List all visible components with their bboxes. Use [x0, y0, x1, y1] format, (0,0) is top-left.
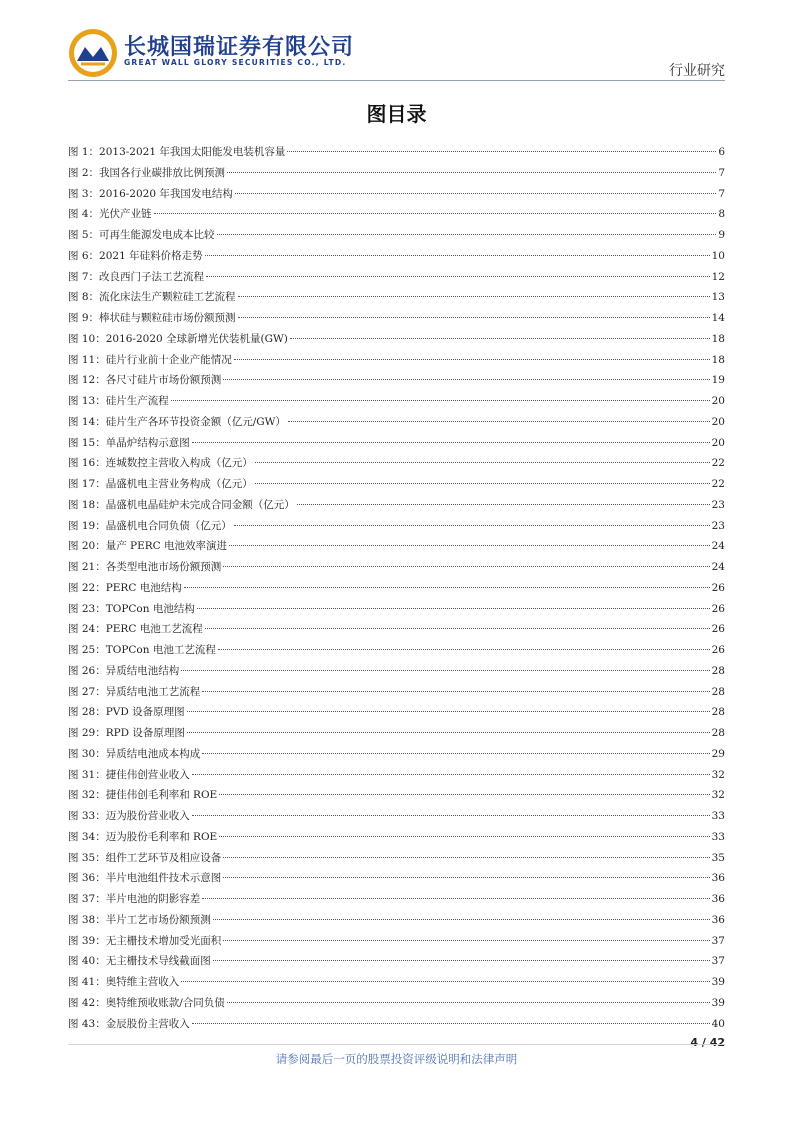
toc-dot-leader [197, 608, 710, 609]
toc-figure-label: 图 7 [68, 270, 89, 283]
toc-separator: ： [95, 685, 106, 698]
toc-figure-label: 图 22 [68, 581, 96, 594]
toc-figure-label: 图 43 [68, 1017, 96, 1030]
toc-dot-leader [223, 379, 709, 380]
toc-page-number: 7 [718, 166, 725, 179]
toc-separator: ： [95, 623, 106, 636]
toc-entry[interactable] [68, 1014, 725, 1035]
toc-figure-title: PVD 设备原理图 [105, 706, 185, 719]
toc-figure-title: 无主栅技术导线截面图 [105, 955, 211, 968]
toc-figure-label: 图 2 [68, 166, 89, 179]
toc-page-number: 23 [711, 498, 725, 511]
toc-separator: ： [88, 312, 100, 324]
toc-figure-title: 棒状硅与颗粒硅市场份额预测 [99, 312, 236, 324]
toc-page-number: 32 [711, 768, 725, 781]
toc-figure-title: 金辰股份主营收入 [105, 1017, 190, 1030]
toc-dot-leader [184, 587, 710, 588]
toc-dot-leader [181, 670, 709, 671]
toc-entry[interactable] [68, 391, 725, 412]
toc-figure-label: 图 20 [68, 540, 96, 553]
toc-figure-title: 硅片生产流程 [105, 395, 169, 407]
toc-separator: ： [95, 789, 106, 802]
toc-entry[interactable] [68, 246, 725, 267]
page-title: 图目录 [366, 102, 427, 126]
toc-entry[interactable] [68, 765, 725, 786]
toc-figure-title: 流化床法生产颗粒硅工艺流程 [99, 291, 236, 304]
toc-page-number: 28 [711, 706, 725, 719]
toc-figure-label: 图 27 [68, 685, 96, 698]
toc-dot-leader [227, 172, 716, 173]
toc-separator: ： [95, 478, 106, 490]
toc-figure-label: 图 34 [68, 830, 96, 843]
toc-figure-title: 单晶炉结构示意图 [105, 436, 190, 449]
toc-figure-label: 图 37 [68, 893, 96, 905]
toc-entry[interactable] [68, 287, 725, 308]
toc-figure-title: 捷佳伟创营业收入 [105, 768, 190, 781]
toc-separator: ： [95, 498, 106, 511]
toc-dot-leader [288, 421, 710, 422]
toc-page-number: 24 [711, 561, 725, 573]
toc-separator: ： [95, 955, 106, 968]
toc-separator: ： [95, 810, 106, 822]
toc-dot-leader [290, 338, 710, 339]
toc-figure-label: 图 23 [68, 602, 96, 615]
toc-dot-leader [202, 753, 709, 754]
header-divider [68, 80, 725, 81]
toc-entry[interactable] [68, 972, 725, 993]
toc-entry[interactable] [68, 868, 725, 889]
toc-figure-label: 图 14 [68, 415, 96, 428]
toc-figure-label: 图 28 [68, 706, 96, 719]
toc-separator: ： [88, 208, 100, 221]
toc-page-number: 12 [711, 270, 725, 283]
toc-dot-leader [238, 317, 710, 318]
toc-entry[interactable] [68, 557, 725, 578]
toc-figure-label: 图 38 [68, 913, 96, 926]
toc-figure-label: 图 15 [68, 436, 96, 449]
company-logo-icon [68, 28, 118, 78]
toc-figure-title: 可再生能源发电成本比较 [99, 229, 215, 241]
toc-figure-title: 异质结电池工艺流程 [105, 685, 201, 698]
toc-dot-leader [181, 981, 709, 982]
toc-entry[interactable] [68, 931, 725, 952]
toc-page-number: 22 [711, 478, 725, 490]
toc-page-number: 26 [711, 644, 725, 656]
toc-page-number: 36 [711, 893, 725, 905]
toc-figure-label: 图 32 [68, 789, 96, 802]
toc-page-number: 28 [711, 685, 725, 698]
toc-dot-leader [234, 359, 710, 360]
toc-page-number: 39 [711, 976, 725, 988]
toc-page-number: 7 [718, 187, 725, 200]
toc-entry[interactable] [68, 536, 725, 557]
toc-page-number: 20 [711, 395, 725, 407]
toc-page-number: 36 [711, 872, 725, 885]
toc-figure-title: PERC 电池工艺流程 [105, 623, 203, 636]
toc-figure-title: 无主栅技术增加受光面积 [105, 934, 222, 947]
toc-figure-title: 硅片生产各环节投资金额（亿元/GW） [105, 415, 286, 428]
toc-page-number: 10 [711, 249, 725, 262]
toc-dot-leader [154, 213, 717, 214]
toc-separator: ： [95, 581, 106, 594]
toc-separator: ： [95, 540, 106, 553]
toc-dot-leader [202, 691, 709, 692]
toc-dot-leader [205, 255, 710, 256]
toc-dot-leader [223, 940, 709, 941]
toc-page-number: 8 [718, 208, 725, 221]
toc-dot-leader [287, 151, 716, 152]
toc-entry[interactable] [68, 785, 725, 806]
toc-page-number: 28 [711, 664, 725, 677]
page-divider: / [701, 1036, 706, 1049]
toc-dot-leader [235, 193, 716, 194]
report-category: 行业研究 [669, 63, 725, 79]
toc-entry[interactable] [68, 702, 725, 723]
toc-page-number: 9 [718, 229, 725, 241]
toc-separator: ： [95, 706, 106, 719]
toc-page-number: 14 [711, 312, 725, 324]
toc-dot-leader [218, 649, 710, 650]
toc-figure-title: 异质结电池成本构成 [105, 747, 201, 760]
toc-page-number: 39 [711, 996, 725, 1009]
toc-entry[interactable] [68, 599, 725, 620]
toc-figure-label: 图 8 [68, 291, 89, 304]
toc-dot-leader [202, 898, 709, 899]
toc-figure-label: 图 6 [68, 249, 89, 262]
toc-separator: ： [95, 353, 106, 366]
toc-figure-title: 2016-2020 年我国发电结构 [99, 187, 233, 200]
toc-entry[interactable] [68, 495, 725, 516]
toc-separator: ： [88, 166, 100, 179]
toc-entry[interactable] [68, 329, 725, 350]
toc-figure-title: 硅片行业前十企业产能情况 [105, 353, 232, 366]
toc-page-number: 33 [711, 830, 725, 843]
toc-figure-label: 图 19 [68, 519, 96, 532]
toc-figure-label: 图 41 [68, 976, 96, 988]
toc-dot-leader [192, 442, 710, 443]
toc-separator: ： [95, 519, 106, 532]
toc-entry[interactable] [68, 723, 725, 744]
toc-page-number: 18 [711, 332, 725, 345]
toc-figure-label: 图 3 [68, 187, 89, 200]
toc-entry[interactable] [68, 142, 725, 163]
toc-dot-leader [213, 919, 710, 920]
toc-entry[interactable] [68, 682, 725, 703]
toc-figure-title: 连城数控主营收入构成（亿元） [105, 457, 253, 470]
toc-figure-label: 图 16 [68, 457, 96, 470]
toc-separator: ： [95, 602, 106, 615]
brand-name-cn: 长城国瑞证券有限公司 [124, 35, 355, 60]
toc-dot-leader [219, 836, 709, 837]
toc-dot-leader [192, 815, 710, 816]
toc-figure-title: 异质结电池结构 [105, 664, 180, 677]
toc-entry[interactable] [68, 204, 725, 225]
toc-figure-title: PERC 电池结构 [105, 581, 182, 594]
footer-disclaimer-link[interactable]: 请参阅最后一页的股票投资评级说明和法律声明 [275, 1052, 518, 1066]
toc-separator: ： [95, 768, 106, 781]
toc-figure-label: 图 9 [68, 312, 89, 324]
toc-separator: ： [95, 374, 106, 387]
toc-dot-leader [223, 877, 709, 878]
footer-divider [68, 1044, 725, 1045]
toc-page-number: 24 [711, 540, 725, 553]
toc-entry[interactable] [68, 474, 725, 495]
toc-figure-label: 图 24 [68, 623, 96, 636]
toc-separator: ： [95, 976, 106, 988]
toc-entry[interactable] [68, 350, 725, 371]
toc-separator: ： [95, 727, 106, 739]
toc-figure-label: 图 12 [68, 374, 96, 387]
toc-entry[interactable] [68, 370, 725, 391]
toc-figure-title: 量产 PERC 电池效率演进 [105, 540, 228, 553]
toc-separator: ： [88, 291, 100, 304]
toc-entry[interactable] [68, 184, 725, 205]
toc-entry[interactable] [68, 225, 725, 246]
toc-separator: ： [95, 436, 106, 449]
toc-page-number: 35 [711, 851, 725, 864]
toc-figure-label: 图 33 [68, 810, 96, 822]
toc-dot-leader [192, 1023, 710, 1024]
toc-figure-title: 改良西门子法工艺流程 [99, 270, 205, 283]
toc-separator: ： [95, 913, 106, 926]
toc-separator: ： [95, 1017, 106, 1030]
toc-dot-leader [187, 711, 710, 712]
toc-dot-leader [229, 545, 710, 546]
toc-entry[interactable] [68, 993, 725, 1014]
toc-dot-leader [223, 566, 709, 567]
toc-page-number: 40 [711, 1017, 725, 1030]
toc-separator: ： [88, 187, 100, 200]
toc-entry[interactable] [68, 827, 725, 848]
toc-separator: ： [95, 893, 106, 905]
toc-entry[interactable] [68, 619, 725, 640]
toc-dot-leader [187, 732, 710, 733]
toc-figure-label: 图 18 [68, 498, 96, 511]
toc-separator: ： [88, 146, 100, 158]
toc-figure-label: 图 26 [68, 664, 96, 677]
toc-dot-leader [223, 857, 709, 858]
page-total: 42 [709, 1036, 725, 1049]
toc-dot-leader [217, 234, 717, 235]
toc-figure-label: 图 25 [68, 644, 96, 656]
toc-entry[interactable] [68, 640, 725, 661]
toc-entry[interactable] [68, 433, 725, 454]
toc-page-number: 19 [711, 374, 725, 387]
toc-separator: ： [95, 851, 106, 864]
toc-separator: ： [88, 229, 100, 241]
toc-figure-label: 图 10 [68, 332, 96, 345]
page-number [690, 1036, 725, 1049]
page-current: 4 [690, 1036, 698, 1049]
report-header [68, 26, 725, 82]
toc-figure-title: 2021 年硅料价格走势 [99, 249, 203, 262]
toc-figure-title: 晶盛机电合同负债（亿元） [105, 519, 232, 532]
toc-figure-label: 图 30 [68, 747, 96, 760]
toc-page-number: 22 [711, 457, 725, 470]
toc-figure-label: 图 35 [68, 851, 96, 864]
toc-entry[interactable] [68, 889, 725, 910]
toc-figure-title: 半片电池组件技术示意图 [105, 872, 222, 885]
toc-figure-label: 图 40 [68, 955, 96, 968]
toc-page-number: 37 [711, 955, 725, 968]
toc-separator: ： [95, 872, 106, 885]
toc-figure-title: TOPCon 电池结构 [105, 602, 195, 615]
toc-figure-label: 图 39 [68, 934, 96, 947]
toc-dot-leader [238, 296, 710, 297]
toc-dot-leader [213, 960, 710, 961]
toc-figure-title: 迈为股份营业收入 [105, 810, 190, 822]
toc-dot-leader [219, 794, 709, 795]
toc-page-number: 36 [711, 913, 725, 926]
toc-figure-title: 迈为股份毛利率和 ROE [105, 830, 218, 843]
toc-figure-title: 晶盛机电主营业务构成（亿元） [105, 478, 253, 490]
toc-figure-title: 我国各行业碳排放比例预测 [99, 166, 226, 179]
toc-dot-leader [297, 504, 710, 505]
toc-entry[interactable] [68, 267, 725, 288]
toc-figure-label: 图 5 [68, 229, 89, 241]
toc-entry[interactable] [68, 578, 725, 599]
toc-page-number: 6 [718, 146, 725, 158]
toc-separator: ： [95, 395, 106, 407]
toc-separator: ： [95, 644, 106, 656]
toc-figure-label: 图 31 [68, 768, 96, 781]
toc-figure-label: 图 13 [68, 395, 96, 407]
toc-figure-label: 图 11 [68, 353, 96, 366]
toc-dot-leader [227, 1002, 710, 1003]
toc-figure-label: 图 36 [68, 872, 96, 885]
toc-separator: ： [95, 934, 106, 947]
toc-separator: ： [88, 270, 100, 283]
toc-page-number: 37 [711, 934, 725, 947]
toc-figure-title: 各尺寸硅片市场份额预测 [105, 374, 222, 387]
toc-separator: ： [88, 249, 100, 262]
toc-separator: ： [95, 996, 106, 1009]
toc-figure-title: 捷佳伟创毛利率和 ROE [105, 789, 218, 802]
toc-figure-label: 图 21 [68, 561, 96, 573]
toc-page-number: 18 [711, 353, 725, 366]
toc-figure-label: 图 42 [68, 996, 96, 1009]
toc-separator: ： [95, 415, 106, 428]
toc-dot-leader [234, 525, 710, 526]
toc-entry[interactable] [68, 308, 725, 329]
toc-page-number: 20 [711, 415, 725, 428]
toc-page-number: 20 [711, 436, 725, 449]
toc-separator: ： [95, 332, 106, 345]
toc-page-number: 26 [711, 602, 725, 615]
brand-name-en: GREAT WALL GLORY SECURITIES CO., LTD. [124, 58, 347, 67]
toc-page-number: 28 [711, 727, 725, 739]
toc-figure-label: 图 17 [68, 478, 96, 490]
toc-separator: ： [95, 457, 106, 470]
toc-page-number: 33 [711, 810, 725, 822]
toc-page-number: 13 [711, 291, 725, 304]
toc-figure-title: 2016-2020 全球新增光伏装机量(GW) [105, 332, 288, 345]
toc-figure-title: 光伏产业链 [99, 208, 152, 221]
toc-figure-title: 组件工艺环节及相应设备 [105, 851, 222, 864]
toc-separator: ： [95, 561, 106, 573]
toc-figure-label: 图 4 [68, 208, 89, 221]
toc-figure-title: TOPCon 电池工艺流程 [105, 644, 216, 656]
toc-dot-leader [255, 483, 710, 484]
toc-page-number: 29 [711, 747, 725, 760]
toc-dot-leader [205, 628, 710, 629]
toc-page-number: 32 [711, 789, 725, 802]
toc-figure-title: 2013-2021 年我国太阳能发电装机容量 [99, 146, 286, 158]
toc-figure-label: 图 29 [68, 727, 96, 739]
toc-separator: ： [95, 830, 106, 843]
toc-entry[interactable] [68, 453, 725, 474]
toc-entry[interactable] [68, 806, 725, 827]
toc-figure-title: RPD 设备原理图 [105, 727, 185, 739]
toc-page-number: 26 [711, 581, 725, 594]
toc-figure-title: 奥特维预收账款/合同负债 [105, 996, 225, 1009]
toc-dot-leader [255, 462, 710, 463]
toc-entry[interactable] [68, 744, 725, 765]
toc-figure-label: 图 1 [68, 146, 89, 158]
toc-dot-leader [171, 400, 710, 401]
toc-entry[interactable] [68, 661, 725, 682]
toc-dot-leader [192, 774, 710, 775]
toc-page-number: 26 [711, 623, 725, 636]
toc-figure-title: 各类型电池市场份额预测 [105, 561, 222, 573]
toc-figure-title: 半片电池的阴影容差 [105, 893, 201, 905]
toc-entry[interactable] [68, 412, 725, 433]
toc-entry[interactable] [68, 163, 725, 184]
toc-figure-title: 奥特维主营收入 [105, 976, 180, 988]
toc-entry[interactable] [68, 951, 725, 972]
toc-separator: ： [95, 664, 106, 677]
toc-entry[interactable] [68, 516, 725, 537]
toc-entry[interactable] [68, 848, 725, 869]
toc-dot-leader [206, 276, 710, 277]
toc-page-number: 23 [711, 519, 725, 532]
toc-separator: ： [95, 747, 106, 760]
toc-entry[interactable] [68, 910, 725, 931]
figure-list [68, 142, 725, 1034]
toc-figure-title: 晶盛机电晶硅炉未完成合同金额（亿元） [105, 498, 295, 511]
toc-figure-title: 半片工艺市场份额预测 [105, 913, 211, 926]
